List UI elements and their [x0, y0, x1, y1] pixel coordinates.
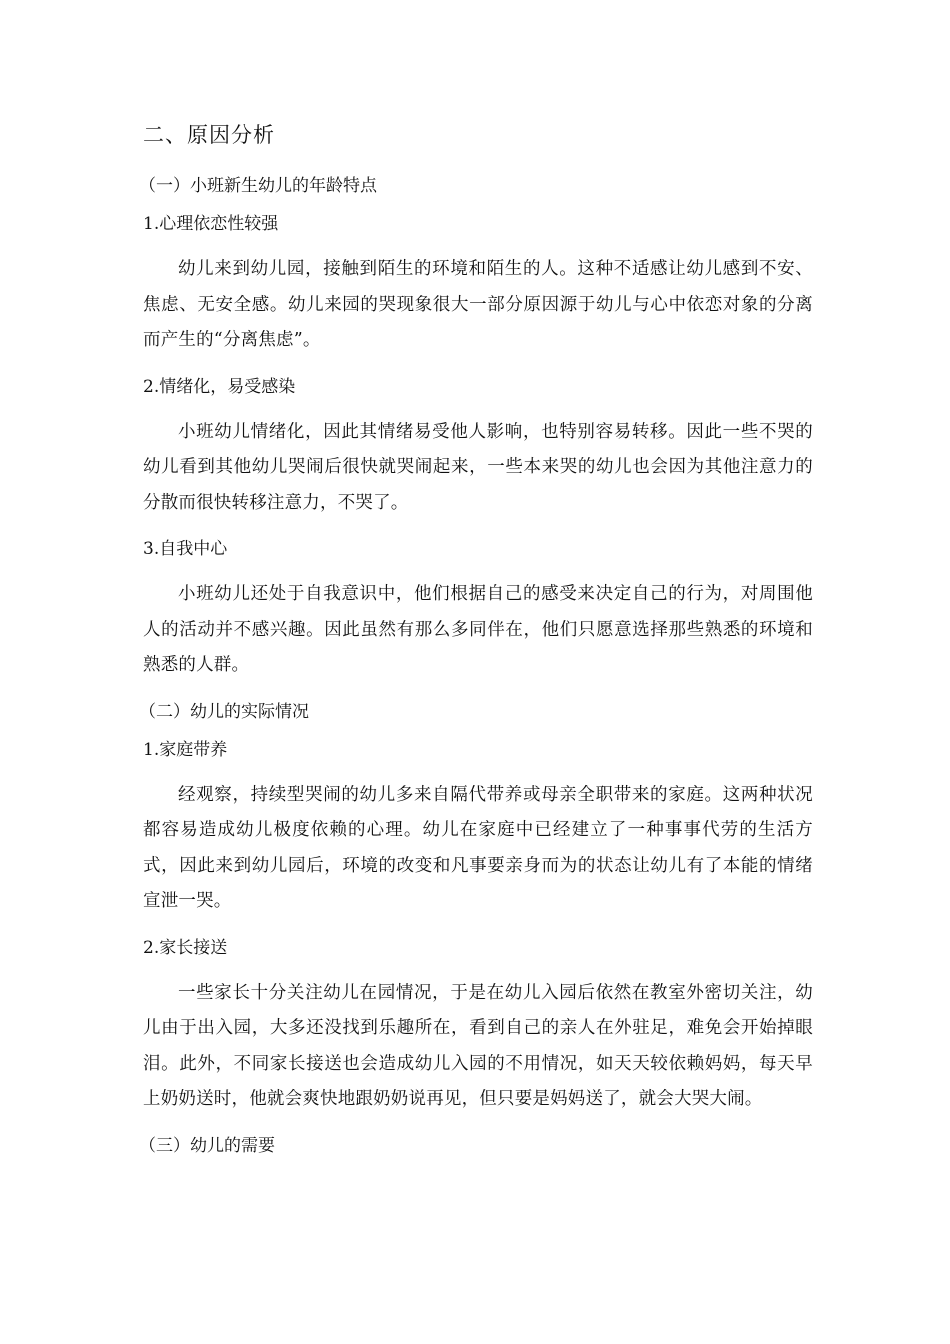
paragraph-2-2: 一些家长十分关注幼儿在园情况，于是在幼儿入园后依然在教室外密切关注，幼儿由于出入园，大多还没找到乐趣所在，看到自己的亲人在外驻足，难免会开始掉眼泪。此外，不同家长接送也会造成幼儿入园的不用情况，如天天较依赖妈妈，每天早上奶奶送时，他就会爽快地跟奶奶说再见，但只要是妈妈送了，就会大哭大闹。 — [143, 982, 813, 1109]
subsection-heading-2: （二）幼儿的实际情况 — [139, 701, 309, 722]
item-heading-2-1: 1.家庭带养 — [143, 739, 228, 760]
paragraph-1-2: 小班幼儿情绪化，因此其情绪易受他人影响，也特别容易转移。因此一些不哭的幼儿看到其他幼儿哭闹后很快就哭闹起来，一些本来哭的幼儿也会因为其他注意力的分散而很快转移注意力，不哭了。 — [143, 421, 813, 513]
paragraph-1-3: 小班幼儿还处于自我意识中，他们根据自己的感受来决定自己的行为，对周围他人的活动并不感兴趣。因此虽然有那么多同伴在，他们只愿意选择那些熟悉的环境和熟悉的人群。 — [143, 584, 813, 675]
item-heading-2-2: 2.家长接送 — [143, 937, 228, 958]
section-heading: 二、原因分析 — [143, 123, 275, 147]
paragraph-1-1: 幼儿来到幼儿园，接触到陌生的环境和陌生的人。这种不适感让幼儿感到不安、焦虑、无安全感。幼儿来园的哭现象很大一部分原因源于幼儿与心中依恋对象的分离而产生的“分离焦虑”。 — [143, 259, 813, 350]
item-heading-1-1: 1.心理依恋性较强 — [143, 214, 279, 234]
document-content — [139, 118, 813, 1170]
subsection-heading-1: （一）小班新生幼儿的年龄特点 — [139, 176, 377, 196]
item-heading-1-3: 3.自我中心 — [143, 539, 228, 559]
item-heading-1-2: 2.情绪化，易受感染 — [143, 376, 296, 397]
paragraph-2-1: 经观察，持续型哭闹的幼儿多来自隔代带养或母亲全职带来的家庭。这两种状况都容易造成幼儿极度依赖的心理。幼儿在家庭中已经建立了一种事事代劳的生活方式，因此来到幼儿园后，环境的改变和凡事要亲身而为的状态让幼儿有了本能的情绪宣泄一哭。 — [143, 784, 813, 911]
subsection-heading-3: （三）幼儿的需要 — [139, 1135, 275, 1156]
